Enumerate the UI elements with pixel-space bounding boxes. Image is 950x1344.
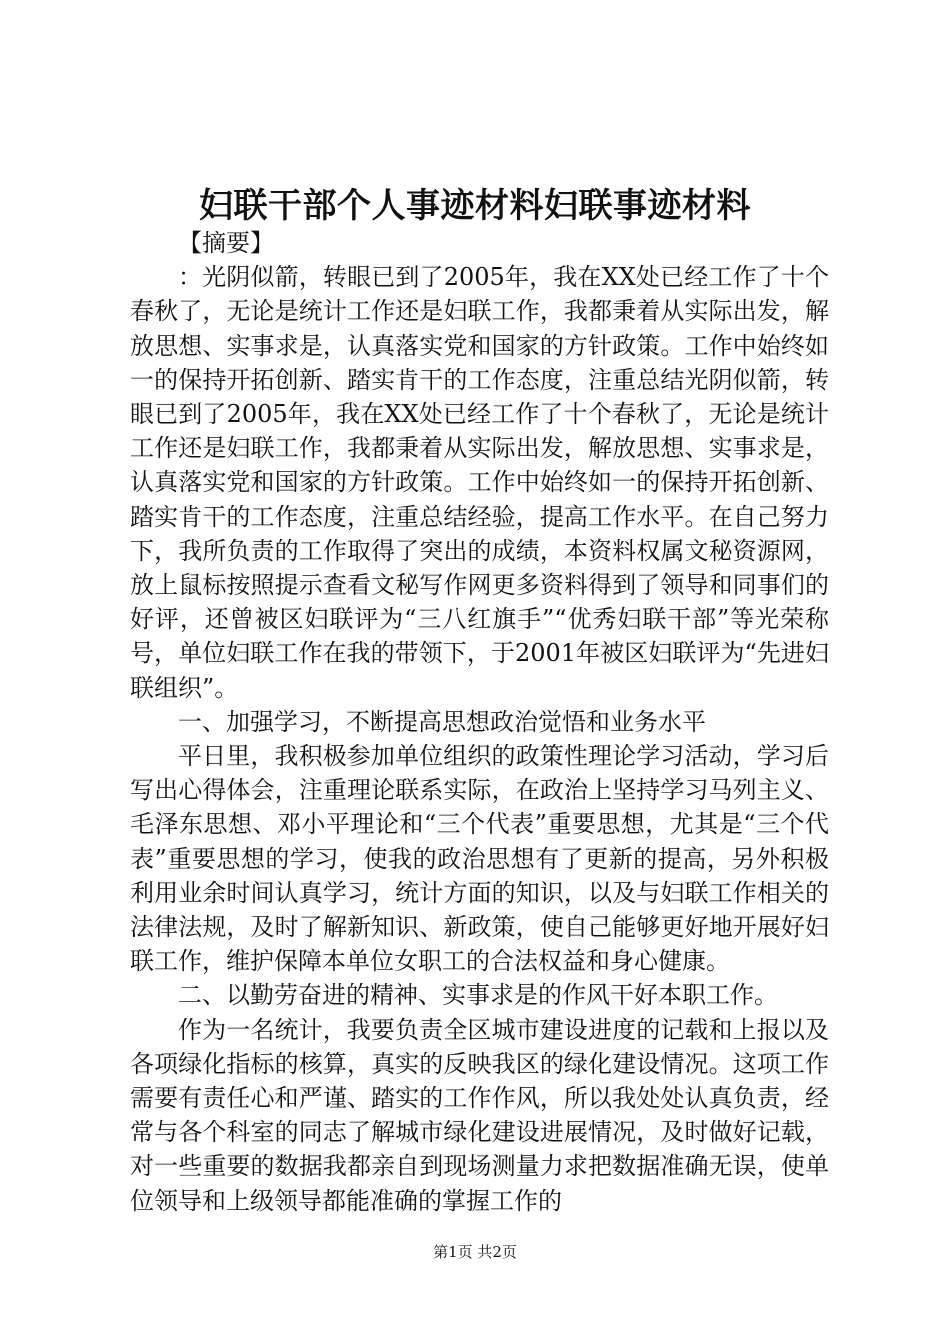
section-heading-2: 二、以勤劳奋进的精神、实事求是的作风干好本职工作。 [178, 981, 778, 1010]
abstract-label: 【摘要】 [178, 229, 274, 257]
page-number-footer: 第1页 共2页 [433, 1243, 517, 1261]
document-body [130, 226, 829, 1218]
section-2-paragraph: 作为一名统计，我要负责全区城市建设进度的记载和上报以及各项绿化指标的核算，真实的反映我区的绿化建设情况。这项工作需要有责任心和严谨、踏实的工作作风，所以我处处认真负责，经常与各个科室的同志了解城市绿化建设进展情况，及时做好记载，对一些重要的数据我都亲自到现场测量力求把数据准确无误，使单位领导和上级领导都能准确的掌握工作的 [130, 1015, 829, 1215]
abstract-paragraph: ：光阴似箭，转眼已到了2005年，我在XX处已经工作了十个春秋了，无论是统计工作还是妇联工作，我都秉着从实际出发，解放思想、实事求是，认真落实党和国家的方针政策。工作中始终如一的保持开拓创新、踏实肯干的工作态度，注重总结光阴似箭，转眼已到了2005年，我在XX处已经工作了十个春秋了，无论是统计工作还是妇联工作，我都秉着从实际出发，解放思想、实事求是，认真落实党和国家的方针政策。工作中始终如一的保持开拓创新、踏实肯干的工作态度，注重总结经验，提高工作水平。在自己努力下，我所负责的工作取得了突出的成绩，本资料权属文秘资源网，放上鼠标按照提示查看文秘写作网更多资料得到了领导和同事们的好评，还曾被区妇联评为“三八红旗手”“优秀妇联干部”等光荣称号，单位妇联工作在我的带领下，于2001年被区妇联评为“先进妇联组织”。 [130, 263, 829, 702]
section-1-paragraph: 平日里，我积极参加单位组织的政策性理论学习活动，学习后写出心得体会，注重理论联系实际，在政治上坚持学习马列主义、毛泽东思想、邓小平理论和“三个代表”重要思想，尤其是“三个代表”重要思想的学习，使我的政治思想有了更新的提高，另外积极利用业余时间认真学习，统计方面的知识，以及与妇联工作相关的法律法规，及时了解新知识、新政策，使自己能够更好地开展好妇联工作，维护保障本单位女职工的合法权益和身心健康。 [130, 742, 829, 976]
section-heading-1: 一、加强学习，不断提高思想政治觉悟和业务水平 [178, 707, 706, 736]
document-title: 妇联干部个人事迹材料妇联事迹材料 [199, 186, 751, 226]
